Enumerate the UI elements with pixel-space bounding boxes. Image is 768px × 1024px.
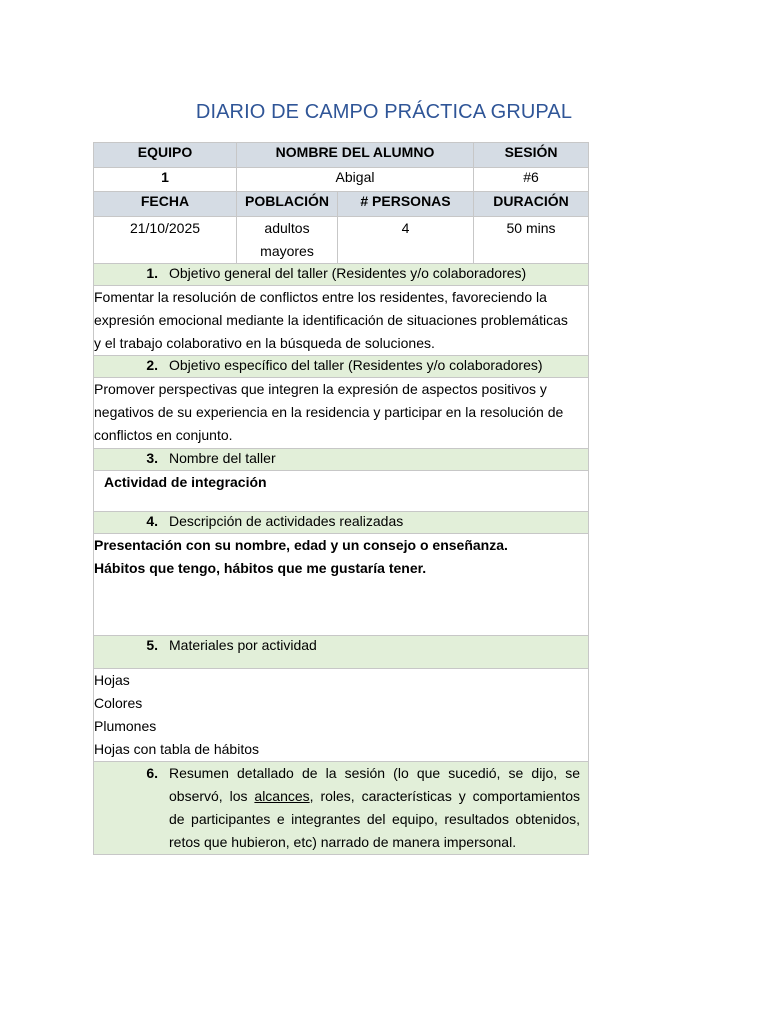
material-item: Colores xyxy=(94,695,143,711)
section-header-2 xyxy=(94,356,589,378)
underlined-term: alcances xyxy=(254,788,310,804)
header-fecha: FECHA xyxy=(94,192,237,217)
section-label: Resumen detallado de la sesión (lo que sucedió, se dijo, se observó, los alcances, roles, características y comportamientos de participantes e integrantes del equipo, resultados obtenidos, retos que hubieron, etc) narrado de manera impersonal. xyxy=(169,765,581,850)
section-header-5 xyxy=(94,636,589,669)
section-header-1 xyxy=(94,264,589,286)
section-text-line: y el trabajo colaborativo en la búsqueda de soluciones. xyxy=(94,335,435,351)
section-label: Objetivo específico del taller (Residentes y/o colaboradores) xyxy=(169,357,543,373)
value-duracion: 50 mins xyxy=(474,217,589,264)
header-nombre-alumno: NOMBRE DEL ALUMNO xyxy=(237,143,474,168)
section-label: Objetivo general del taller (Residentes y/o colaboradores) xyxy=(169,265,527,281)
header-duracion: DURACIÓN xyxy=(474,192,589,217)
section-text-line: expresión emocional mediante la identificación de situaciones problemáticas xyxy=(94,312,568,328)
value-row-1 xyxy=(94,168,589,192)
header-sesion: SESIÓN xyxy=(474,143,589,168)
value-poblacion xyxy=(237,217,338,264)
section-text-line: conflictos en conjunto. xyxy=(94,427,233,443)
section-body-3 xyxy=(94,471,589,512)
section-text-line: negativos de su experiencia en la residencia y participar en la resolución de xyxy=(94,404,564,420)
section-body-4 xyxy=(94,534,589,636)
activity-line: Hábitos que tengo, hábitos que me gustaría tener. xyxy=(94,560,427,576)
section-label: Nombre del taller xyxy=(169,450,276,466)
section-body-5 xyxy=(94,669,589,762)
header-personas: # PERSONAS xyxy=(338,192,474,217)
value-poblacion-line-1: adultos xyxy=(264,220,310,236)
field-diary-table xyxy=(93,142,589,855)
section-label: Descripción de actividades realizadas xyxy=(169,513,404,529)
workshop-name: Actividad de integración xyxy=(104,474,267,490)
section-number: 2. xyxy=(146,357,158,373)
section-header-6 xyxy=(94,762,589,855)
section-number: 6. xyxy=(146,765,158,781)
section-number: 5. xyxy=(146,637,158,653)
material-item: Plumones xyxy=(94,718,157,734)
value-nombre-alumno: Abigal xyxy=(237,168,474,192)
section-number: 3. xyxy=(146,450,158,466)
section-text-line: Promover perspectivas que integren la expresión de aspectos positivos y xyxy=(94,381,547,397)
section-body-2 xyxy=(94,378,589,449)
header-row-2 xyxy=(94,192,589,217)
section-header-3 xyxy=(94,449,589,471)
value-equipo: 1 xyxy=(94,168,237,192)
section-label: Materiales por actividad xyxy=(169,637,317,653)
value-row-2 xyxy=(94,217,589,264)
value-fecha: 21/10/2025 xyxy=(94,217,237,264)
section-text-line: Fomentar la resolución de conflictos entre los residentes, favoreciendo la xyxy=(94,289,547,305)
header-row-1 xyxy=(94,143,589,168)
section-header-4 xyxy=(94,512,589,534)
value-sesion: #6 xyxy=(474,168,589,192)
page-title: DIARIO DE CAMPO PRÁCTICA GRUPAL xyxy=(195,101,573,123)
section-number: 4. xyxy=(146,513,158,529)
value-personas: 4 xyxy=(338,217,474,264)
header-equipo: EQUIPO xyxy=(94,143,237,168)
section-number: 1. xyxy=(146,265,158,281)
header-poblacion: POBLACIÓN xyxy=(237,192,338,217)
section-body-1 xyxy=(94,286,589,356)
material-item: Hojas con tabla de hábitos xyxy=(94,741,259,757)
value-poblacion-line-2: mayores xyxy=(260,243,314,259)
activity-line: Presentación con su nombre, edad y un consejo o enseñanza. xyxy=(94,537,508,553)
material-item: Hojas xyxy=(94,672,130,688)
